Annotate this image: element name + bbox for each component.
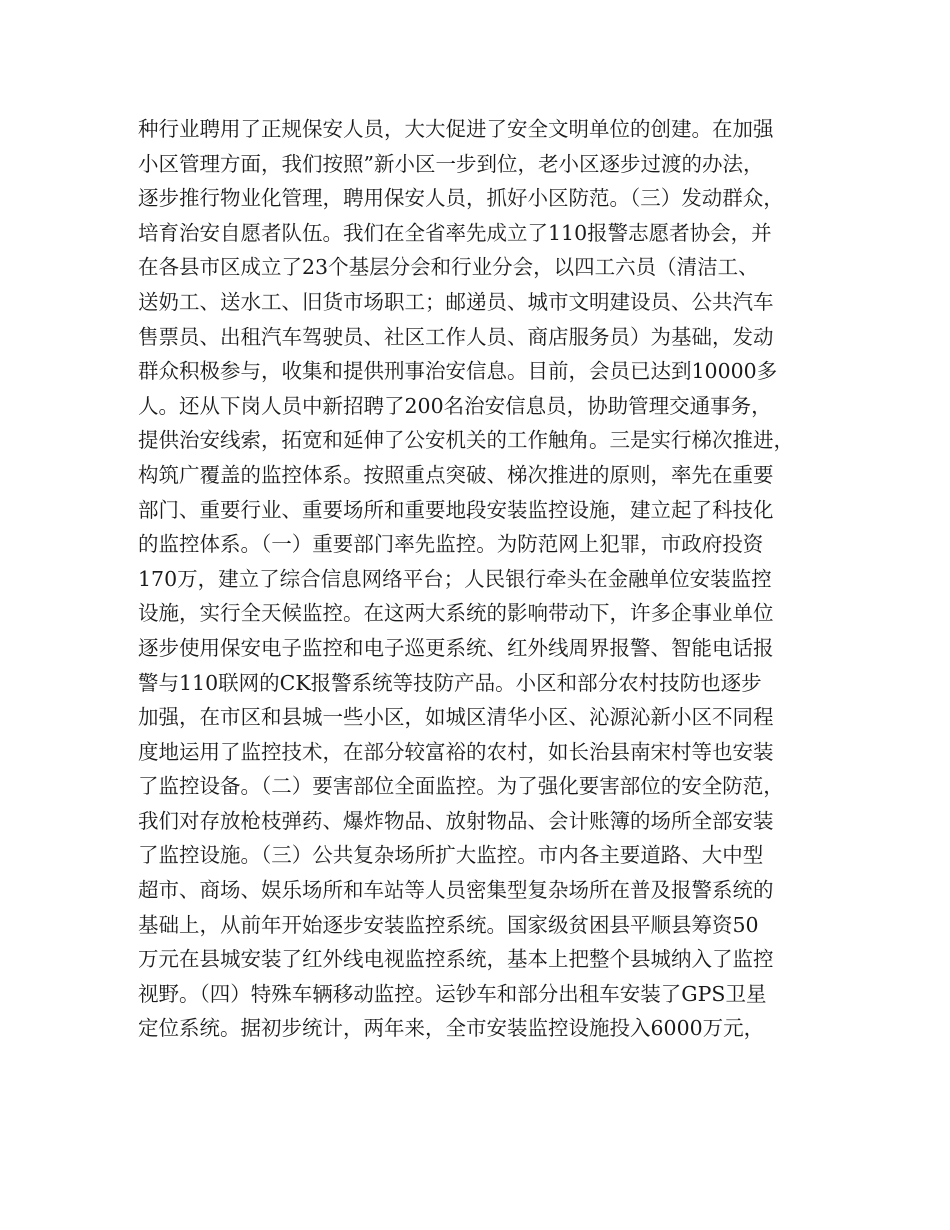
text-line: 种行业聘用了正规保安人员，大大促进了安全文明单位的创建。在加强 xyxy=(138,117,774,141)
text-line: 提供治安线索，拓宽和延伸了公安机关的工作触角。三是实行梯次推进， xyxy=(138,428,794,453)
text-line: 群众积极参与，收集和提供刑事治安信息。目前，会员已达到10000多 xyxy=(138,359,778,384)
text-line: 我们对存放枪枝弹药、爆炸物品、放射物品、会计账簿的场所全部安装 xyxy=(138,808,774,833)
text-line: 了监控设施。（三）公共复杂场所扩大监控。市内各主要道路、大中型 xyxy=(138,843,764,868)
body-text xyxy=(138,112,838,1046)
text-line: 在各县市区成立了23个基层分会和行业分会，以四工六员（清洁工、 xyxy=(138,255,759,280)
text-line: 了监控设备。（二）要害部位全面监控。为了强化要害部位的安全防范， xyxy=(138,774,784,799)
text-line: 小区管理方面，我们按照”新小区一步到位，老小区逐步过渡的办法， xyxy=(138,151,764,176)
text-line: 视野。（四）特殊车辆移动监控。运钞车和部分出租车安装了GPS卫星 xyxy=(138,981,767,1006)
text-line: 万元在县城安装了红外线电视监控系统，基本上把整个县城纳入了监控 xyxy=(138,947,774,972)
text-line: 基础上，从前年开始逐步安装监控系统。国家级贫困县平顺县筹资50 xyxy=(138,912,759,937)
text-line: 送奶工、送水工、旧货市场职工；邮递员、城市文明建设员、公共汽车 xyxy=(138,289,774,314)
text-line: 人。还从下岗人员中新招聘了200名治安信息员，协助管理交通事务， xyxy=(138,393,772,418)
text-line: 度地运用了监控技术，在部分较富裕的农村，如长治县南宋村等也安装 xyxy=(138,739,774,764)
text-line: 培育治安自愿者队伍。我们在全省率先成立了110报警志愿者协会，并 xyxy=(138,220,772,245)
text-line: 设施，实行全天候监控。在这两大系统的影响带动下，许多企事业单位 xyxy=(138,601,774,626)
text-line: 逐步使用保安电子监控和电子巡更系统、红外线周界报警、智能电话报 xyxy=(138,635,774,660)
text-line: 加强，在市区和县城一些小区，如城区清华小区、沁源沁新小区不同程 xyxy=(138,705,774,730)
text-line: 售票员、出租汽车驾驶员、社区工作人员、商店服务员）为基础，发动 xyxy=(138,324,774,349)
text-line: 定位系统。据初步统计，两年来，全市安装监控设施投入6000万元， xyxy=(138,1016,765,1041)
text-line: 的监控体系。（一）重要部门率先监控。为防范网上犯罪，市政府投资 xyxy=(138,532,764,557)
text-line: 超市、商场、娱乐场所和车站等人员密集型复杂场所在普及报警系统的 xyxy=(138,878,774,903)
text-line: 逐步推行物业化管理，聘用保安人员，抓好小区防范。（三）发动群众， xyxy=(138,186,784,211)
text-line: 警与110联网的CK报警系统等技防产品。小区和部分农村技防也逐步 xyxy=(138,670,762,695)
text-line: 170万，建立了综合信息网络平台；人民银行牵头在金融单位安装监控 xyxy=(138,566,772,591)
text-line: 构筑广覆盖的监控体系。按照重点突破、梯次推进的原则，率先在重要 xyxy=(138,462,774,487)
text-line: 部门、重要行业、重要场所和重要地段安装监控设施，建立起了科技化 xyxy=(138,497,774,522)
